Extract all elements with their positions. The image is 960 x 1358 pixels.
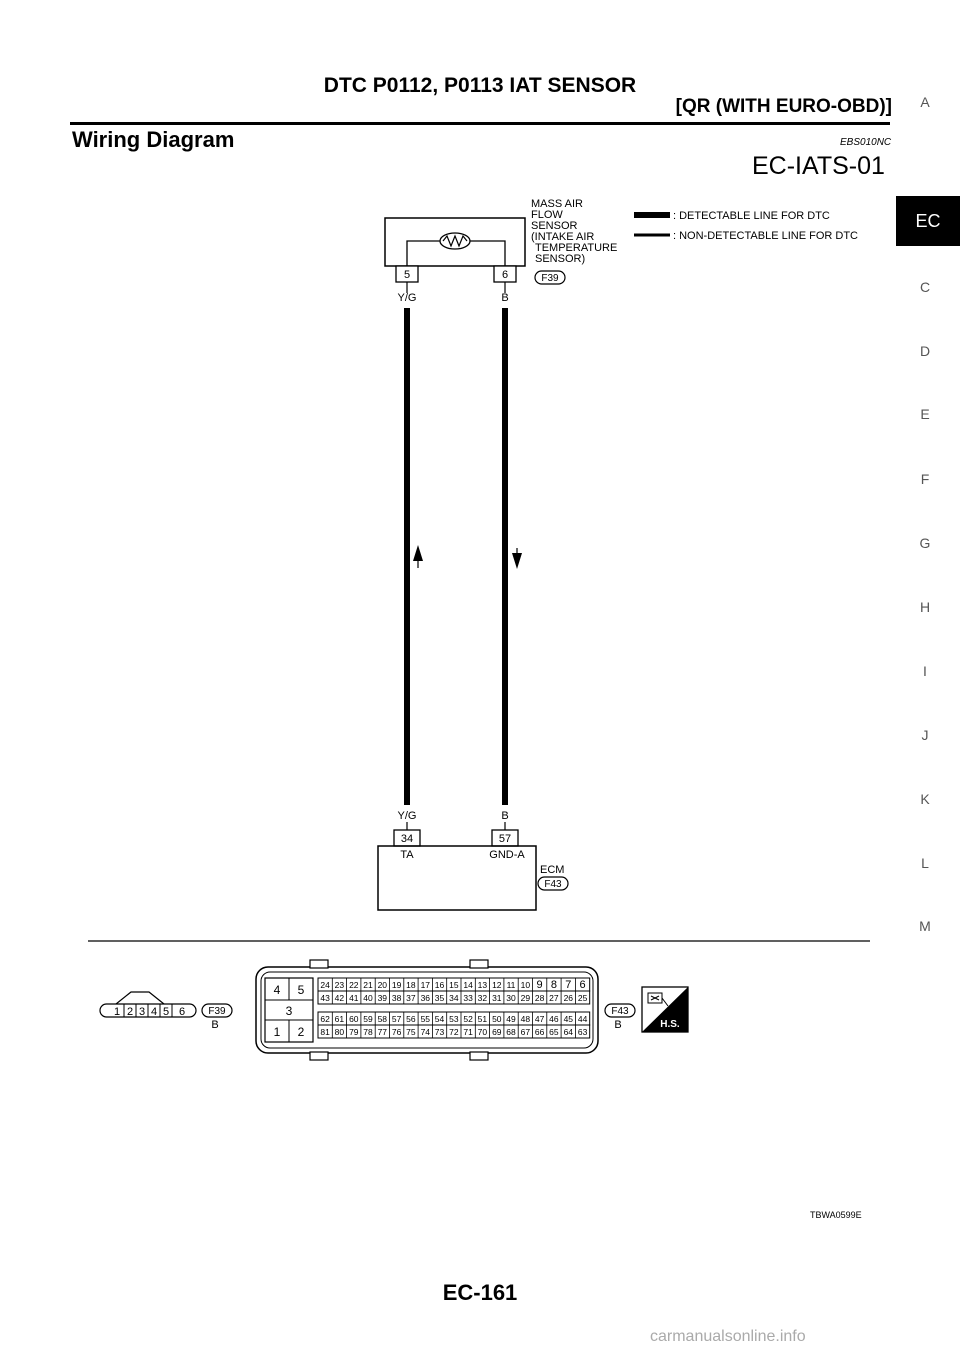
- page-header-title: DTC P0112, P0113 IAT SENSOR: [323, 74, 637, 97]
- f43-pin: 70: [477, 1027, 488, 1037]
- f43-pin: 65: [549, 1027, 559, 1037]
- f43-pin: 59: [363, 1014, 373, 1024]
- f43-signal-pin-grid: [318, 978, 590, 1038]
- f43-color: B: [614, 1019, 622, 1031]
- f43-pin: 57: [391, 1014, 402, 1024]
- f43-lock-tab-bottom-left: [310, 1052, 328, 1060]
- f43-id: F43: [611, 1006, 629, 1017]
- f43-pin: 26: [563, 993, 574, 1003]
- f39-pin: 4: [150, 1006, 158, 1018]
- f43-pin: 19: [391, 980, 402, 990]
- f43-pin: 51: [477, 1014, 488, 1024]
- sensor-internal-wiring: [407, 241, 505, 266]
- f43-pin: 73: [434, 1027, 445, 1037]
- f43-pin: 44: [577, 1014, 588, 1024]
- tab-m[interactable]: M: [919, 918, 931, 934]
- figure-reference-code: TBWA0599E: [810, 1210, 862, 1220]
- f43-pin: 34: [449, 993, 459, 1003]
- hs-badge: [642, 987, 688, 1032]
- f43-pin: 39: [377, 993, 388, 1003]
- signal-down-arrow-icon: [512, 548, 522, 569]
- f43-pin: 68: [506, 1027, 516, 1037]
- f43-pin: 64: [563, 1027, 574, 1037]
- f43-pin: 58: [377, 1014, 388, 1024]
- f43-pin: 80: [334, 1027, 345, 1037]
- f43-pin: 21: [363, 980, 373, 990]
- f39-pin: 5: [162, 1006, 170, 1018]
- sensor-label: MASS AIR FLOW SENSOR (INTAKE AIR TEMPERATURE SENSOR): [531, 198, 618, 265]
- section-title: Wiring Diagram: [72, 127, 235, 152]
- f43-pin: 60: [349, 1014, 359, 1024]
- tab-h[interactable]: H: [919, 599, 931, 615]
- f43-pin: 40: [363, 993, 373, 1003]
- f43-power-pin: 3: [285, 1004, 293, 1018]
- f43-pin: 8: [550, 979, 557, 991]
- section-code: EBS010NC: [840, 137, 892, 148]
- signal-up-arrow-icon: [413, 545, 423, 568]
- tab-c[interactable]: C: [919, 279, 931, 295]
- f43-lock-tab-top-left: [310, 960, 328, 968]
- f43-pin: 14: [463, 980, 473, 990]
- f43-pin: 28: [534, 993, 545, 1003]
- tab-j[interactable]: J: [921, 727, 929, 743]
- f43-pin: 75: [406, 1027, 416, 1037]
- f43-pin: 17: [420, 980, 431, 990]
- f39-pin: 3: [138, 1006, 146, 1018]
- f43-pin: 81: [320, 1027, 330, 1037]
- hs-badge-text: H.S.: [660, 1019, 680, 1030]
- tab-l[interactable]: L: [921, 855, 929, 871]
- f43-pin: 43: [320, 993, 330, 1003]
- f43-power-pin: 2: [297, 1025, 305, 1039]
- watermark: carmanualsonline.info: [650, 1328, 806, 1345]
- f43-pin: 76: [391, 1027, 402, 1037]
- f43-pin: 41: [349, 993, 359, 1003]
- tab-k[interactable]: K: [920, 791, 930, 807]
- f43-pin: 11: [506, 980, 516, 990]
- f43-pin: 54: [434, 1014, 445, 1024]
- f39-pin: 6: [178, 1006, 186, 1018]
- f39-pin: 2: [126, 1006, 134, 1018]
- f39-id: F39: [208, 1006, 226, 1017]
- f43-pin: 47: [534, 1014, 545, 1024]
- f39-lock-tab: [116, 992, 164, 1004]
- diagram-code: EC-IATS-01: [752, 152, 885, 180]
- f43-pin: 7: [565, 979, 572, 991]
- f43-pin: 25: [577, 993, 588, 1003]
- f43-power-pin: 1: [273, 1025, 281, 1039]
- ecm-connector-id: F43: [544, 879, 562, 890]
- connector-f39-face: [100, 992, 232, 1031]
- f43-power-pin: 4: [273, 983, 281, 997]
- f43-pin: 69: [492, 1027, 502, 1037]
- f43-pin: 79: [349, 1027, 359, 1037]
- f43-pin: 74: [420, 1027, 431, 1037]
- tab-ec-active[interactable]: EC: [896, 196, 960, 246]
- f43-pin: 16: [434, 980, 445, 990]
- f43-pin: 12: [492, 980, 502, 990]
- sensor-connector-id: F39: [541, 273, 559, 284]
- ecm-pin-34: 34: [400, 833, 414, 845]
- ecm-terminal-gnd-a: GND-A: [489, 849, 525, 861]
- f43-pin: 77: [377, 1027, 388, 1037]
- tab-f[interactable]: F: [920, 471, 930, 487]
- wire-color-top-right: B: [501, 292, 509, 304]
- maf-sensor: [385, 198, 620, 304]
- tab-g[interactable]: G: [919, 535, 931, 551]
- page-header-subtitle: [QR (WITH EURO-OBD)]: [675, 96, 892, 117]
- sensor-body: [385, 218, 525, 266]
- f43-pin: 46: [549, 1014, 559, 1024]
- legend-detectable-text: : DETECTABLE LINE FOR DTC: [673, 210, 830, 222]
- f43-pin: 20: [377, 980, 388, 990]
- ecm-terminal-ta: TA: [400, 849, 414, 861]
- wire-color-bottom-right: B: [501, 810, 509, 822]
- f43-pin: 42: [334, 993, 345, 1003]
- page-number: EC-161: [442, 1280, 518, 1305]
- f43-pin: 56: [406, 1014, 416, 1024]
- f43-pin: 24: [320, 980, 330, 990]
- f43-pin: 63: [577, 1027, 588, 1037]
- f43-pin: 22: [349, 980, 359, 990]
- f43-pin: 50: [492, 1014, 502, 1024]
- line-legend: [634, 210, 858, 242]
- legend-non-detectable-text: : NON-DETECTABLE LINE FOR DTC: [673, 230, 858, 242]
- tab-i[interactable]: I: [923, 663, 927, 679]
- f43-pin: 30: [506, 993, 516, 1003]
- f43-pin: 18: [406, 980, 416, 990]
- f43-pin: 45: [563, 1014, 574, 1024]
- f43-pin: 33: [463, 993, 473, 1003]
- tab-e[interactable]: E: [920, 406, 930, 422]
- tab-d[interactable]: D: [919, 343, 931, 359]
- f43-pin: 35: [434, 993, 445, 1003]
- f43-pin: 31: [492, 993, 502, 1003]
- f43-pin: 67: [520, 1027, 531, 1037]
- f43-pin: 48: [520, 1014, 531, 1024]
- f43-pin: 72: [449, 1027, 459, 1037]
- sensor-pin-6: 6: [501, 269, 509, 281]
- f43-pin: 10: [520, 980, 531, 990]
- wire-color-top-left: Y/G: [397, 292, 417, 304]
- f43-pin: 55: [420, 1014, 431, 1024]
- f43-pin: 38: [391, 993, 402, 1003]
- f43-pin: 32: [477, 993, 488, 1003]
- f43-lock-tab-top-right: [470, 960, 488, 968]
- ecm-unit: [378, 810, 568, 910]
- f43-pin: 62: [320, 1014, 330, 1024]
- f43-power-pin: 5: [297, 983, 305, 997]
- f43-pin: 49: [506, 1014, 516, 1024]
- f43-pin: 15: [449, 980, 459, 990]
- f43-pin: 23: [334, 980, 345, 990]
- f43-pin: 71: [463, 1027, 473, 1037]
- f43-pin: 9: [536, 979, 543, 991]
- f43-pin: 53: [449, 1014, 459, 1024]
- connector-f43-face: [256, 960, 635, 1060]
- f43-pin: 6: [579, 979, 586, 991]
- tab-a[interactable]: A: [920, 94, 930, 110]
- f43-pin: 29: [520, 993, 531, 1003]
- ecm-label: ECM: [540, 864, 565, 876]
- f39-pin: 1: [113, 1006, 121, 1018]
- f43-pin: 37: [406, 993, 416, 1003]
- wire-color-bottom-left: Y/G: [397, 810, 417, 822]
- f43-pin: 27: [549, 993, 559, 1003]
- f43-pin: 78: [363, 1027, 373, 1037]
- f43-lock-tab-bottom-right: [470, 1052, 488, 1060]
- f39-color: B: [211, 1019, 219, 1031]
- sensor-pin-5: 5: [403, 269, 411, 281]
- ecm-pin-57: 57: [498, 833, 512, 845]
- f43-pin: 61: [334, 1014, 345, 1024]
- f43-pin: 66: [534, 1027, 545, 1037]
- f43-pin: 36: [420, 993, 431, 1003]
- f43-pin: 52: [463, 1014, 473, 1024]
- thermistor-zigzag: [443, 236, 467, 246]
- f43-pin: 13: [477, 980, 488, 990]
